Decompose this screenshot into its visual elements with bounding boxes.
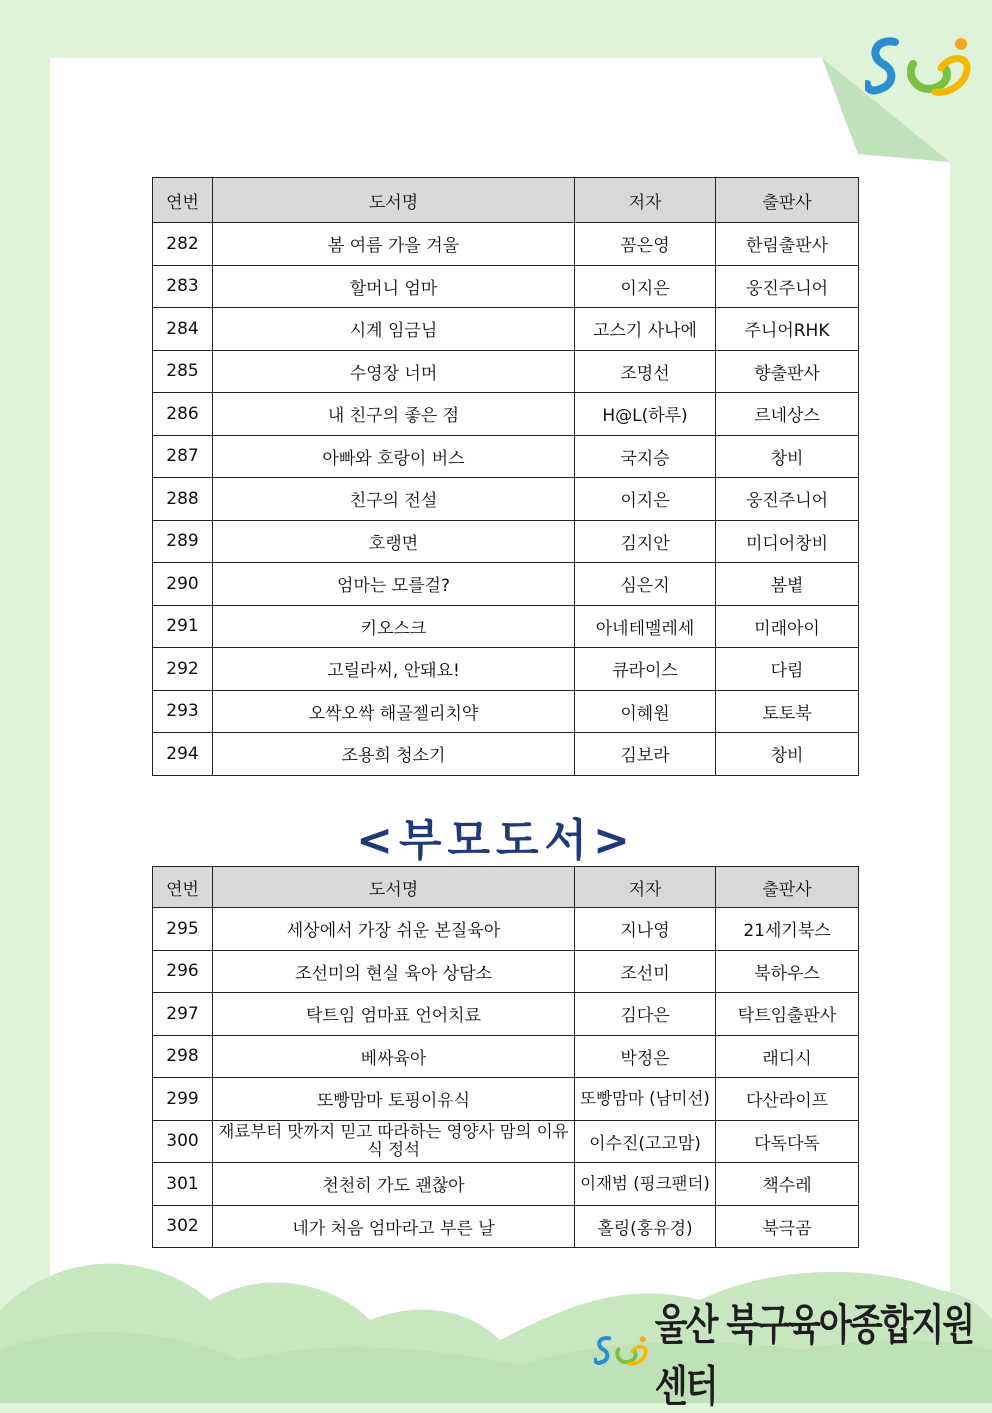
cell-author: 김보라 bbox=[575, 733, 716, 776]
cell-publisher: 탁트임출판사 bbox=[716, 993, 859, 1036]
table-row bbox=[153, 308, 859, 351]
cell-no: 299 bbox=[153, 1078, 213, 1121]
table-row bbox=[153, 478, 859, 521]
cell-author: 이재범 (핑크팬더) bbox=[575, 1163, 716, 1206]
col-header-publisher: 출판사 bbox=[716, 178, 859, 223]
cell-no: 300 bbox=[153, 1120, 213, 1163]
cell-publisher: 르네상스 bbox=[716, 393, 859, 436]
cell-no: 282 bbox=[153, 223, 213, 266]
cell-author: 박정은 bbox=[575, 1035, 716, 1078]
cell-publisher: 미디어창비 bbox=[716, 520, 859, 563]
cell-title: 수영장 너머 bbox=[213, 350, 575, 393]
col-header-title: 도서명 bbox=[213, 867, 575, 908]
table-row bbox=[153, 563, 859, 606]
cell-author: 김다은 bbox=[575, 993, 716, 1036]
section-title: <부모도서> bbox=[356, 815, 636, 866]
cell-author: 조명선 bbox=[575, 350, 716, 393]
cell-title: 호랭면 bbox=[213, 520, 575, 563]
org-logo-icon bbox=[594, 1324, 651, 1380]
cell-no: 293 bbox=[153, 690, 213, 733]
parent-books-table bbox=[152, 866, 859, 1248]
cell-publisher: 웅진주니어 bbox=[716, 265, 859, 308]
col-header-publisher: 출판사 bbox=[716, 867, 859, 908]
table-row bbox=[153, 435, 859, 478]
cell-publisher: 다림 bbox=[716, 648, 859, 691]
cell-title: 조용희 청소기 bbox=[213, 733, 575, 776]
cell-title: 천천히 가도 괜찮아 bbox=[213, 1163, 575, 1206]
cell-publisher: 다산라이프 bbox=[716, 1078, 859, 1121]
org-name: 울산 북구육아종합지원센터 bbox=[654, 1300, 974, 1412]
cell-publisher: 다독다독 bbox=[716, 1120, 859, 1163]
cell-author: 또빵맘마 (남미선) bbox=[575, 1078, 716, 1121]
cell-no: 284 bbox=[153, 308, 213, 351]
table-row bbox=[153, 350, 859, 393]
cell-title: 키오스크 bbox=[213, 605, 575, 648]
cell-author: 이지은 bbox=[575, 478, 716, 521]
table-header-row bbox=[153, 867, 859, 908]
table-row bbox=[153, 950, 859, 993]
cell-publisher: 웅진주니어 bbox=[716, 478, 859, 521]
cell-no: 288 bbox=[153, 478, 213, 521]
children-books-table bbox=[152, 177, 859, 776]
col-header-author: 저자 bbox=[575, 867, 716, 908]
cell-publisher: 창비 bbox=[716, 435, 859, 478]
cell-publisher: 창비 bbox=[716, 733, 859, 776]
table-row bbox=[153, 1120, 859, 1163]
cell-publisher: 21세기북스 bbox=[716, 908, 859, 951]
cell-title: 아빠와 호랑이 버스 bbox=[213, 435, 575, 478]
table-row bbox=[153, 648, 859, 691]
cell-author: 국지승 bbox=[575, 435, 716, 478]
table-row bbox=[153, 520, 859, 563]
cell-author: 김지안 bbox=[575, 520, 716, 563]
cell-publisher: 한림출판사 bbox=[716, 223, 859, 266]
cell-title: 탁트임 엄마표 언어치료 bbox=[213, 993, 575, 1036]
cell-author: 이수진(고고맘) bbox=[575, 1120, 716, 1163]
cell-title: 오싹오싹 해골젤리치약 bbox=[213, 690, 575, 733]
cell-no: 292 bbox=[153, 648, 213, 691]
table-row bbox=[153, 1078, 859, 1121]
cell-author: 지나영 bbox=[575, 908, 716, 951]
cell-no: 297 bbox=[153, 993, 213, 1036]
table-row bbox=[153, 1035, 859, 1078]
cell-no: 289 bbox=[153, 520, 213, 563]
cell-author: 고스기 사나에 bbox=[575, 308, 716, 351]
cell-title: 또빵맘마 토핑이유식 bbox=[213, 1078, 575, 1121]
cell-title: 시계 임금님 bbox=[213, 308, 575, 351]
col-header-no: 연번 bbox=[153, 867, 213, 908]
cell-no: 302 bbox=[153, 1205, 213, 1248]
cell-title: 엄마는 모를걸? bbox=[213, 563, 575, 606]
cell-publisher: 북극곰 bbox=[716, 1205, 859, 1248]
cell-title: 봄 여름 가을 겨울 bbox=[213, 223, 575, 266]
cell-author: 이혜원 bbox=[575, 690, 716, 733]
cell-title: 할머니 엄마 bbox=[213, 265, 575, 308]
cell-title: 조선미의 현실 육아 상담소 bbox=[213, 950, 575, 993]
cell-title: 베싸육아 bbox=[213, 1035, 575, 1078]
cell-no: 301 bbox=[153, 1163, 213, 1206]
cell-publisher: 래디시 bbox=[716, 1035, 859, 1078]
cell-publisher: 미래아이 bbox=[716, 605, 859, 648]
table-row bbox=[153, 733, 859, 776]
cell-publisher: 책수레 bbox=[716, 1163, 859, 1206]
cell-title: 내 친구의 좋은 점 bbox=[213, 393, 575, 436]
cell-no: 290 bbox=[153, 563, 213, 606]
cell-author: H@L(하루) bbox=[575, 393, 716, 436]
col-header-author: 저자 bbox=[575, 178, 716, 223]
cell-no: 296 bbox=[153, 950, 213, 993]
table-row bbox=[153, 993, 859, 1036]
cell-no: 294 bbox=[153, 733, 213, 776]
cell-publisher: 봄볕 bbox=[716, 563, 859, 606]
cell-author: 아네테멜레세 bbox=[575, 605, 716, 648]
cell-title: 네가 처음 엄마라고 부른 날 bbox=[213, 1205, 575, 1248]
table-header-row bbox=[153, 178, 859, 223]
cell-author: 심은지 bbox=[575, 563, 716, 606]
cell-author: 이지은 bbox=[575, 265, 716, 308]
footer-logo bbox=[594, 1300, 992, 1412]
table-row bbox=[153, 690, 859, 733]
org-logo-icon bbox=[865, 34, 977, 104]
cell-no: 295 bbox=[153, 908, 213, 951]
col-header-title: 도서명 bbox=[213, 178, 575, 223]
cell-no: 298 bbox=[153, 1035, 213, 1078]
cell-title: 세상에서 가장 쉬운 본질육아 bbox=[213, 908, 575, 951]
table-row bbox=[153, 265, 859, 308]
cell-title: 고릴라씨, 안돼요! bbox=[213, 648, 575, 691]
cell-author: 꼼은영 bbox=[575, 223, 716, 266]
cell-no: 291 bbox=[153, 605, 213, 648]
table-row bbox=[153, 908, 859, 951]
cell-publisher: 향출판사 bbox=[716, 350, 859, 393]
cell-no: 287 bbox=[153, 435, 213, 478]
cell-author: 조선미 bbox=[575, 950, 716, 993]
table-row bbox=[153, 1163, 859, 1206]
cell-no: 283 bbox=[153, 265, 213, 308]
cell-no: 286 bbox=[153, 393, 213, 436]
cell-author: 홀링(홍유경) bbox=[575, 1205, 716, 1248]
cell-publisher: 주니어RHK bbox=[716, 308, 859, 351]
cell-title: 친구의 전설 bbox=[213, 478, 575, 521]
col-header-no: 연번 bbox=[153, 178, 213, 223]
cell-publisher: 북하우스 bbox=[716, 950, 859, 993]
table-row bbox=[153, 605, 859, 648]
cell-publisher: 토토북 bbox=[716, 690, 859, 733]
cell-no: 285 bbox=[153, 350, 213, 393]
table-row bbox=[153, 223, 859, 266]
cell-author: 큐라이스 bbox=[575, 648, 716, 691]
cell-title: 재료부터 맛까지 믿고 따라하는 영양사 맘의 이유식 정석 bbox=[213, 1120, 575, 1163]
table-row bbox=[153, 393, 859, 436]
